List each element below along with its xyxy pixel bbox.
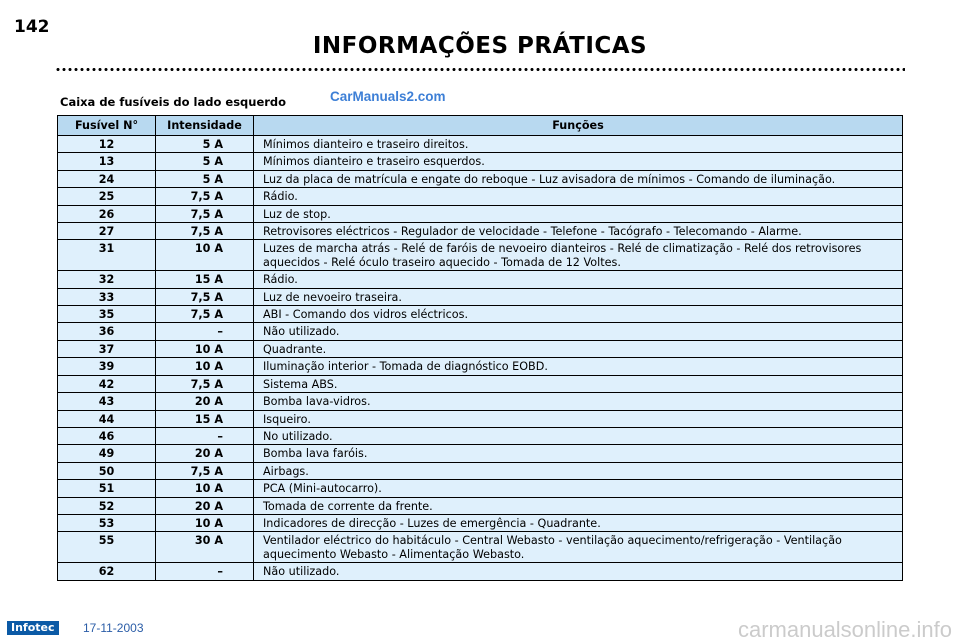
fuse-number-cell: 31 [58,240,156,271]
fuse-number-cell: 33 [58,288,156,305]
table-row [58,532,903,563]
function-cell: Isqueiro. [254,410,903,427]
function-cell: Iluminação interior - Tomada de diagnóstico EOBD. [254,358,903,375]
function-cell: Ventilador eléctrico do habitáculo - Central Webasto - ventilação aquecimento/refrigeração - Ventilação aquecimento Webasto - Alimentação Webasto. [254,532,903,563]
table-row [58,340,903,357]
infotec-logo: Infotec [7,621,59,635]
fuse-number-cell: 46 [58,427,156,444]
fuse-table [57,115,903,581]
function-cell: Quadrante. [254,340,903,357]
function-cell: Airbags. [254,462,903,479]
function-cell: PCA (Mini-autocarro). [254,480,903,497]
function-cell: Mínimos dianteiro e traseiro esquerdos. [254,153,903,170]
dotted-divider [55,67,905,72]
fuse-number-cell: 42 [58,375,156,392]
intensity-cell: 10 A [156,358,254,375]
table-row [58,136,903,153]
function-cell: Bomba lava-vidros. [254,393,903,410]
table-row [58,323,903,340]
table-header-row [58,116,903,136]
function-cell: Tomada de corrente da frente. [254,497,903,514]
fuse-number-cell: 52 [58,497,156,514]
page-title: INFORMAÇÕES PRÁTICAS [312,33,648,59]
function-cell: Não utilizado. [254,563,903,580]
table-row [58,153,903,170]
function-cell: Rádio. [254,271,903,288]
fuse-number-cell: 50 [58,462,156,479]
table-row [58,170,903,187]
watermark-bottom[interactable]: carmanualsonline.info [737,617,952,642]
fuse-number-cell: 27 [58,223,156,240]
intensity-cell: 15 A [156,410,254,427]
fuse-number-cell: 24 [58,170,156,187]
table-row [58,462,903,479]
fuse-number-cell: 44 [58,410,156,427]
fuse-number-cell: 53 [58,514,156,531]
fuse-number-cell: 62 [58,563,156,580]
function-cell: Rádio. [254,188,903,205]
fuse-number-cell: 12 [58,136,156,153]
fuse-number-cell: 37 [58,340,156,357]
fuse-number-cell: 32 [58,271,156,288]
intensity-cell: 7,5 A [156,205,254,222]
header-fuse-number: Fusível N° [58,116,156,136]
footer-date: 17-11-2003 [83,621,144,635]
intensity-cell: 10 A [156,340,254,357]
function-cell: Bomba lava faróis. [254,445,903,462]
intensity-cell: 20 A [156,445,254,462]
table-row [58,306,903,323]
table-row [58,205,903,222]
table-row [58,393,903,410]
fuse-number-cell: 13 [58,153,156,170]
fuse-number-cell: 26 [58,205,156,222]
table-row [58,480,903,497]
fuse-number-cell: 25 [58,188,156,205]
page-number: 142 [14,17,50,37]
table-row [58,563,903,580]
intensity-cell: 10 A [156,514,254,531]
intensity-cell: 7,5 A [156,306,254,323]
section-subtitle: Caixa de fusíveis do lado esquerdo [60,95,287,109]
function-cell: Retrovisores eléctricos - Regulador de velocidade - Telefone - Tacógrafo - Telecomando - Alarme. [254,223,903,240]
table-row [58,358,903,375]
fuse-number-cell: 43 [58,393,156,410]
table-row [58,240,903,271]
watermark-top[interactable]: CarManuals2.com [330,89,446,104]
intensity-cell: 7,5 A [156,188,254,205]
intensity-cell: – [156,563,254,580]
intensity-cell: 5 A [156,170,254,187]
intensity-cell: 7,5 A [156,462,254,479]
table-row [58,445,903,462]
table-row [58,288,903,305]
intensity-cell: 5 A [156,136,254,153]
table-row [58,223,903,240]
intensity-cell: 7,5 A [156,223,254,240]
function-cell: Mínimos dianteiro e traseiro direitos. [254,136,903,153]
function-cell: Sistema ABS. [254,375,903,392]
intensity-cell: 7,5 A [156,375,254,392]
fuse-number-cell: 49 [58,445,156,462]
table-row [58,271,903,288]
table-row [58,497,903,514]
table-row [58,410,903,427]
intensity-cell: – [156,427,254,444]
function-cell: ABI - Comando dos vidros eléctricos. [254,306,903,323]
function-cell: Não utilizado. [254,323,903,340]
table-row [58,427,903,444]
intensity-cell: 20 A [156,393,254,410]
intensity-cell: 10 A [156,240,254,271]
header-functions: Funções [254,116,903,136]
table-body [58,136,903,581]
table-row [58,514,903,531]
intensity-cell: – [156,323,254,340]
header-intensity: Intensidade [156,116,254,136]
function-cell: No utilizado. [254,427,903,444]
function-cell: Luzes de marcha atrás - Relé de faróis de nevoeiro dianteiros - Relé de climatização - Relé dos retrovisores aquecidos - Relé óculo traseiro aquecido - Tomada de 12 Voltes. [254,240,903,271]
fuse-number-cell: 36 [58,323,156,340]
fuse-number-cell: 55 [58,532,156,563]
intensity-cell: 20 A [156,497,254,514]
intensity-cell: 15 A [156,271,254,288]
intensity-cell: 30 A [156,532,254,563]
intensity-cell: 5 A [156,153,254,170]
fuse-number-cell: 35 [58,306,156,323]
table-row [58,375,903,392]
intensity-cell: 10 A [156,480,254,497]
intensity-cell: 7,5 A [156,288,254,305]
fuse-number-cell: 39 [58,358,156,375]
table-row [58,188,903,205]
fuse-number-cell: 51 [58,480,156,497]
function-cell: Luz da placa de matrícula e engate do reboque - Luz avisadora de mínimos - Comando de iluminação. [254,170,903,187]
function-cell: Luz de stop. [254,205,903,222]
function-cell: Luz de nevoeiro traseira. [254,288,903,305]
function-cell: Indicadores de direcção - Luzes de emergência - Quadrante. [254,514,903,531]
